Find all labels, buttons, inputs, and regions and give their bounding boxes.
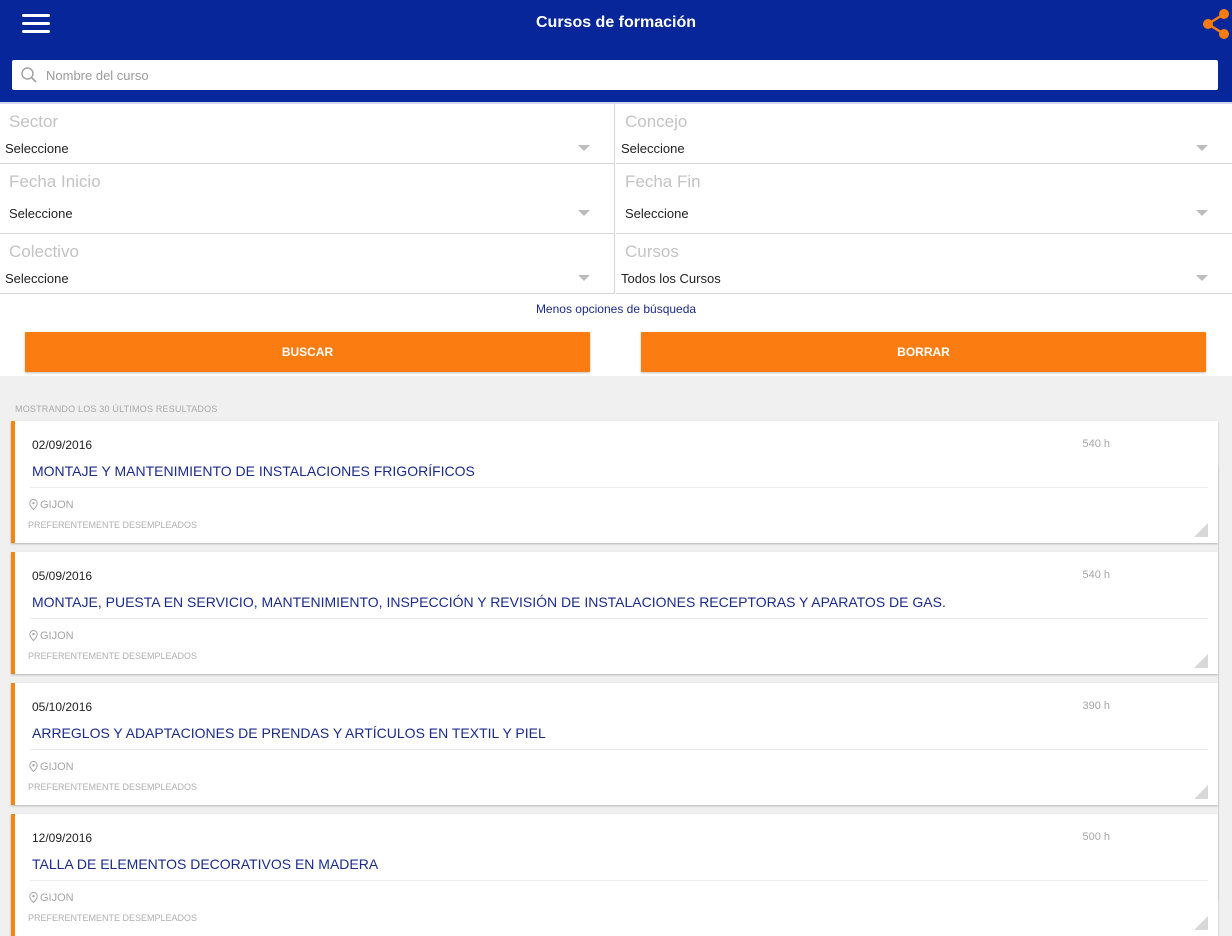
clear-button[interactable]: BORRAR bbox=[641, 332, 1206, 372]
search-bar bbox=[0, 48, 1232, 104]
course-date: 12/09/2016 bbox=[32, 831, 93, 845]
course-location-text: GIJON bbox=[40, 892, 74, 904]
fecha-fin-label: Fecha Fin bbox=[625, 172, 701, 191]
search-icon bbox=[20, 66, 38, 84]
page-title: Cursos de formación bbox=[535, 14, 697, 31]
chevron-down-icon bbox=[1196, 275, 1208, 281]
course-audience: PREFERENTEMENTE DESEMPLEADOS bbox=[28, 913, 198, 923]
sector-label: Sector bbox=[9, 112, 59, 131]
search-input[interactable] bbox=[46, 60, 1206, 90]
location-pin-icon bbox=[29, 892, 38, 903]
colectivo-label: Colectivo bbox=[9, 242, 79, 261]
fecha-inicio-select[interactable] bbox=[0, 164, 615, 234]
corner-fold-icon bbox=[1194, 523, 1208, 537]
corner-fold-icon bbox=[1194, 785, 1208, 799]
cursos-value: Todos los Cursos bbox=[621, 271, 721, 286]
course-title: TALLA DE ELEMENTOS DECORATIVOS EN MADERA bbox=[32, 856, 379, 872]
course-hours: 540 h bbox=[1082, 438, 1110, 450]
course-title: ARREGLOS Y ADAPTACIONES DE PRENDAS Y ARTÍCULOS EN TEXTIL Y PIEL bbox=[32, 725, 546, 741]
course-location-text: GIJON bbox=[40, 761, 74, 773]
course-date: 02/09/2016 bbox=[32, 438, 93, 452]
colectivo-value: Seleccione bbox=[5, 271, 69, 286]
search-box[interactable] bbox=[12, 60, 1218, 90]
concejo-label: Concejo bbox=[625, 112, 688, 131]
fecha-inicio-value: Seleccione bbox=[9, 206, 73, 221]
fecha-fin-value: Seleccione bbox=[625, 206, 689, 221]
scroll-track[interactable] bbox=[1218, 466, 1219, 900]
results-count-label: MOSTRANDO LOS 30 ÚLTIMOS RESULTADOS bbox=[15, 404, 218, 414]
location-pin-icon bbox=[29, 761, 38, 772]
course-location-text: GIJON bbox=[40, 499, 74, 511]
course-location bbox=[29, 630, 74, 642]
course-title: MONTAJE, PUESTA EN SERVICIO, MANTENIMIENTO, INSPECCIÓN Y REVISIÓN DE INSTALACIONES RECEPTORAS Y APARATOS DE GAS. bbox=[32, 594, 946, 610]
concejo-value: Seleccione bbox=[621, 141, 685, 156]
course-location bbox=[29, 499, 74, 511]
divider bbox=[30, 749, 1208, 750]
app-bar bbox=[0, 0, 1232, 48]
chevron-down-icon bbox=[1196, 145, 1208, 151]
chevron-down-icon bbox=[1196, 210, 1208, 216]
sector-value: Seleccione bbox=[5, 141, 69, 156]
course-audience: PREFERENTEMENTE DESEMPLEADOS bbox=[28, 651, 198, 661]
cursos-select[interactable] bbox=[616, 234, 1232, 294]
course-card[interactable] bbox=[11, 683, 1218, 805]
course-title: MONTAJE Y MANTENIMIENTO DE INSTALACIONES FRIGORÍFICOS bbox=[32, 463, 475, 479]
course-location bbox=[29, 761, 74, 773]
concejo-select[interactable] bbox=[616, 104, 1232, 164]
course-date: 05/09/2016 bbox=[32, 569, 93, 583]
fecha-inicio-label: Fecha Inicio bbox=[9, 172, 101, 191]
fecha-fin-select[interactable] bbox=[616, 164, 1232, 234]
divider bbox=[30, 880, 1208, 881]
divider bbox=[30, 618, 1208, 619]
share-icon[interactable] bbox=[1200, 8, 1232, 40]
course-card[interactable] bbox=[11, 552, 1218, 674]
chevron-down-icon bbox=[578, 210, 590, 216]
cursos-label: Cursos bbox=[625, 242, 679, 261]
divider bbox=[30, 487, 1208, 488]
corner-fold-icon bbox=[1194, 916, 1208, 930]
course-audience: PREFERENTEMENTE DESEMPLEADOS bbox=[28, 520, 198, 530]
colectivo-select[interactable] bbox=[0, 234, 615, 294]
course-location-text: GIJON bbox=[40, 630, 74, 642]
location-pin-icon bbox=[29, 630, 38, 641]
corner-fold-icon bbox=[1194, 654, 1208, 668]
course-audience: PREFERENTEMENTE DESEMPLEADOS bbox=[28, 782, 198, 792]
course-hours: 390 h bbox=[1082, 700, 1110, 712]
course-hours: 540 h bbox=[1082, 569, 1110, 581]
search-button[interactable]: BUSCAR bbox=[25, 332, 590, 372]
course-card[interactable] bbox=[11, 814, 1218, 936]
course-date: 05/10/2016 bbox=[32, 700, 93, 714]
chevron-down-icon bbox=[578, 145, 590, 151]
filter-panel bbox=[0, 104, 1232, 328]
action-bar bbox=[0, 328, 1232, 376]
location-pin-icon bbox=[29, 499, 38, 510]
course-hours: 500 h bbox=[1082, 831, 1110, 843]
chevron-down-icon bbox=[578, 275, 590, 281]
course-card[interactable] bbox=[11, 421, 1218, 543]
sector-select[interactable] bbox=[0, 104, 615, 164]
course-location bbox=[29, 892, 74, 904]
less-options-link[interactable]: Menos opciones de búsqueda bbox=[535, 302, 697, 316]
